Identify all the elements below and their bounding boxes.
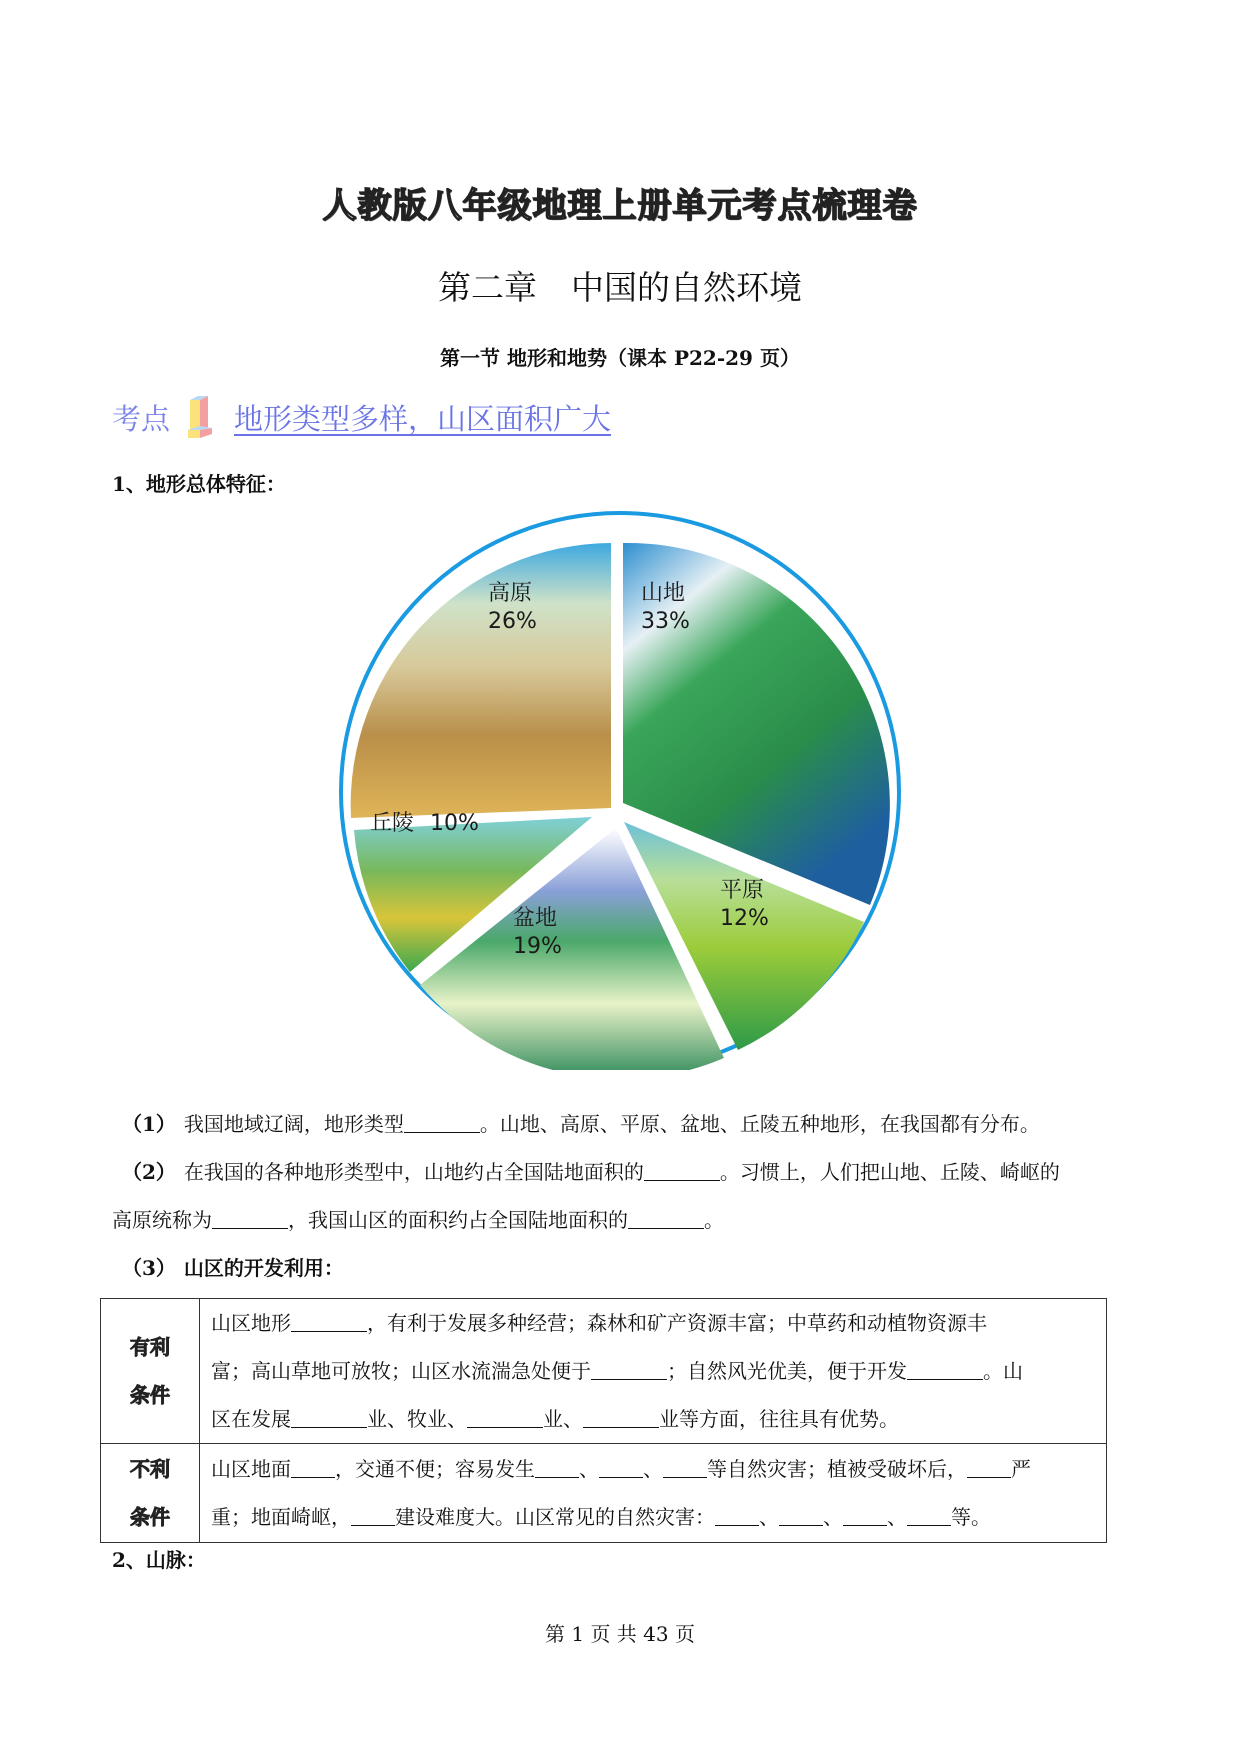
cell-text: 等自然灾害；植被受破坏后， xyxy=(707,1457,967,1481)
question-3 xyxy=(112,1244,344,1292)
answer-blank[interactable] xyxy=(351,1507,395,1526)
pie-label-mountain-name: 山地 xyxy=(641,581,686,606)
page-footer: 第 1 页 共 43 页 xyxy=(545,1622,695,1646)
question-number: （3） xyxy=(122,1256,176,1280)
answer-blank[interactable] xyxy=(212,1210,288,1229)
cell-text: 。山 xyxy=(983,1359,1023,1383)
cell-text: 、 xyxy=(579,1457,599,1481)
answer-blank[interactable] xyxy=(591,1361,667,1380)
answer-blank[interactable] xyxy=(291,1313,367,1332)
question-text: ，我国山区的面积约占全国陆地面积的 xyxy=(288,1208,628,1232)
table-row-unfavorable xyxy=(101,1444,1107,1543)
answer-blank[interactable] xyxy=(291,1409,367,1428)
pie-label-hill-value: 10% xyxy=(430,811,479,836)
row-header-line: 不利 xyxy=(130,1457,170,1481)
answer-blank[interactable] xyxy=(967,1459,1011,1478)
chapter-number: 第二章 xyxy=(438,268,537,307)
answer-blank[interactable] xyxy=(779,1507,823,1526)
cell-text: 山区地形 xyxy=(211,1311,291,1335)
table-row-favorable xyxy=(101,1299,1107,1444)
cell-text: 严 xyxy=(1011,1457,1031,1481)
question-text: 我国地域辽阔，地形类型 xyxy=(183,1112,404,1136)
row-header-line: 条件 xyxy=(130,1383,170,1407)
cell-text: 业等方面，往往具有优势。 xyxy=(659,1407,899,1431)
answer-blank[interactable] xyxy=(291,1459,335,1478)
question-number: （1） xyxy=(122,1112,176,1136)
kaodian-topic-link[interactable]: 地形类型多样，山区面积广大 xyxy=(234,401,612,436)
answer-blank[interactable] xyxy=(599,1459,643,1478)
cell-text: ；自然风光优美，便于开发 xyxy=(667,1359,907,1383)
question-number: （2） xyxy=(122,1160,176,1184)
chapter-title xyxy=(0,262,1240,309)
cell-text: 业、牧业、 xyxy=(367,1407,467,1431)
question-text: 。习惯上，人们把山地、丘陵、崎岖的 xyxy=(719,1160,1060,1184)
pie-label-mountain-value: 33% xyxy=(641,609,690,634)
row-header-line: 条件 xyxy=(130,1505,170,1529)
question-text: 山区的开发利用： xyxy=(183,1256,344,1280)
unfavorable-conditions-cell xyxy=(200,1444,1107,1543)
cell-text: 重；地面崎岖， xyxy=(211,1505,351,1529)
kaodian-label: 考点 xyxy=(112,401,171,436)
answer-blank[interactable] xyxy=(663,1459,707,1478)
cell-text: 、 xyxy=(887,1505,907,1529)
chapter-name: 中国的自然环境 xyxy=(571,268,802,307)
pie-label-hill-name: 丘陵 xyxy=(370,811,415,836)
pie-label-basin-value: 19% xyxy=(513,934,562,959)
answer-blank[interactable] xyxy=(907,1507,951,1526)
pie-chart-svg xyxy=(330,510,910,1070)
answer-blank[interactable] xyxy=(715,1507,759,1526)
cell-text: ，有利于发展多种经营；森林和矿产资源丰富；中草药和动植物资源丰 xyxy=(367,1311,987,1335)
pie-label-plain-name: 平原 xyxy=(720,878,765,903)
answer-blank[interactable] xyxy=(583,1409,659,1428)
cell-text: 业、 xyxy=(543,1407,583,1431)
answer-blank[interactable] xyxy=(907,1361,983,1380)
answer-blank[interactable] xyxy=(467,1409,543,1428)
cell-text: 等。 xyxy=(951,1505,991,1529)
cell-text: 区在发展 xyxy=(211,1407,291,1431)
question-text: 。山地、高原、平原、盆地、丘陵五种地形，在我国都有分布。 xyxy=(479,1112,1040,1136)
answer-blank[interactable] xyxy=(404,1114,480,1133)
pie-label-plateau-value: 26% xyxy=(488,609,537,634)
cell-text: ，交通不便；容易发生 xyxy=(335,1457,535,1481)
question-text: 高原统称为 xyxy=(112,1208,212,1232)
number-one-badge-icon xyxy=(186,394,216,440)
answer-blank[interactable] xyxy=(843,1507,887,1526)
cell-text: 建设难度大。山区常见的自然灾害： xyxy=(395,1505,715,1529)
terrain-pie-chart xyxy=(330,510,910,1070)
answer-blank[interactable] xyxy=(644,1162,720,1181)
mountain-area-conditions-table xyxy=(100,1298,1107,1543)
section-title: 第一节 地形和地势（课本 P22-29 页） xyxy=(440,346,800,370)
answer-blank[interactable] xyxy=(628,1210,704,1229)
answer-blank[interactable] xyxy=(535,1459,579,1478)
question-1 xyxy=(112,1100,1040,1148)
cell-text: 富；高山草地可放牧；山区水流湍急处便于 xyxy=(211,1359,591,1383)
question-2-line-2 xyxy=(112,1196,724,1244)
question-text: 在我国的各种地形类型中，山地约占全国陆地面积的 xyxy=(183,1160,644,1184)
pie-slice-plateau xyxy=(351,543,611,818)
heading-mountain-ranges: 2、山脉： xyxy=(112,1548,206,1572)
question-text: 。 xyxy=(704,1208,724,1232)
kaodian-heading xyxy=(112,392,611,442)
cell-text: 山区地面 xyxy=(211,1457,291,1481)
heading-terrain-features: 1、地形总体特征： xyxy=(112,472,286,496)
row-header-line: 有利 xyxy=(130,1335,170,1359)
pie-label-plain-value: 12% xyxy=(720,906,769,931)
row-header-unfavorable xyxy=(101,1444,200,1543)
cell-text: 、 xyxy=(759,1505,779,1529)
question-2 xyxy=(112,1148,1060,1196)
favorable-conditions-cell xyxy=(200,1299,1107,1444)
pie-label-basin-name: 盆地 xyxy=(513,906,558,931)
cell-text: 、 xyxy=(643,1457,663,1481)
document-main-title: 人教版八年级地理上册单元考点梳理卷 xyxy=(322,186,918,226)
cell-text: 、 xyxy=(823,1505,843,1529)
row-header-favorable xyxy=(101,1299,200,1444)
pie-label-plateau-name: 高原 xyxy=(488,581,533,606)
